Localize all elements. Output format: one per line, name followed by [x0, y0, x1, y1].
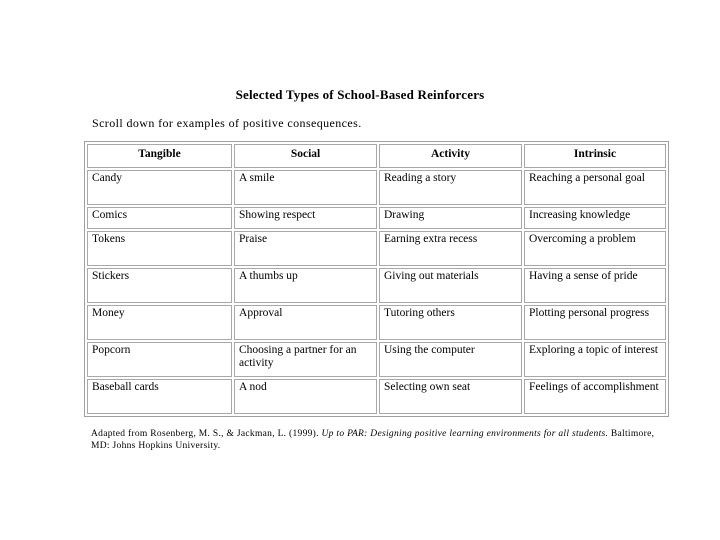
table-cell: Candy	[87, 170, 232, 205]
table-header-row	[87, 144, 666, 168]
table-cell: Reading a story	[379, 170, 522, 205]
table-cell: Selecting own seat	[379, 379, 522, 414]
header-tangible: Tangible	[87, 144, 232, 168]
table-cell: A thumbs up	[234, 268, 377, 303]
header-social: Social	[234, 144, 377, 168]
table-row	[87, 268, 666, 303]
table-row	[87, 342, 666, 377]
table-cell: Exploring a topic of interest	[524, 342, 666, 377]
table-cell: Earning extra recess	[379, 231, 522, 266]
table-cell: Money	[87, 305, 232, 340]
table-cell: Using the computer	[379, 342, 522, 377]
table-row	[87, 231, 666, 266]
table-row	[87, 379, 666, 414]
page-title: Selected Types of School-Based Reinforcers	[235, 87, 485, 102]
reinforcers-table	[84, 141, 669, 417]
table-row	[87, 170, 666, 205]
table-cell: A smile	[234, 170, 377, 205]
table-row	[87, 207, 666, 229]
table-cell: Feelings of accomplishment	[524, 379, 666, 414]
table-cell: Choosing a partner for an activity	[234, 342, 377, 377]
table-row	[87, 305, 666, 340]
header-activity: Activity	[379, 144, 522, 168]
table-cell: Tutoring others	[379, 305, 522, 340]
subtitle: Scroll down for examples of positive consequences.	[92, 116, 362, 130]
table-cell: Praise	[234, 231, 377, 266]
table-cell: Having a sense of pride	[524, 268, 666, 303]
table-cell: Overcoming a problem	[524, 231, 666, 266]
table-cell: Baseball cards	[87, 379, 232, 414]
header-intrinsic: Intrinsic	[524, 144, 666, 168]
table-cell: Approval	[234, 305, 377, 340]
table-cell: Reaching a personal goal	[524, 170, 666, 205]
citation-authors: Adapted from Rosenberg, M. S., & Jackman, L. (1999).	[91, 429, 319, 439]
table-cell: Popcorn	[87, 342, 232, 377]
citation-publisher: Baltimore, MD: Johns Hopkins University.	[91, 429, 655, 451]
table-cell: Drawing	[379, 207, 522, 229]
table-cell: Stickers	[87, 268, 232, 303]
table-cell: Giving out materials	[379, 268, 522, 303]
table-cell: Increasing knowledge	[524, 207, 666, 229]
table-cell: Tokens	[87, 231, 232, 266]
table-cell: Plotting personal progress	[524, 305, 666, 340]
table-cell: A nod	[234, 379, 377, 414]
citation	[91, 428, 661, 452]
table-cell: Comics	[87, 207, 232, 229]
citation-title: Up to PAR: Designing positive learning environments for all students.	[321, 429, 609, 439]
table-cell: Showing respect	[234, 207, 377, 229]
